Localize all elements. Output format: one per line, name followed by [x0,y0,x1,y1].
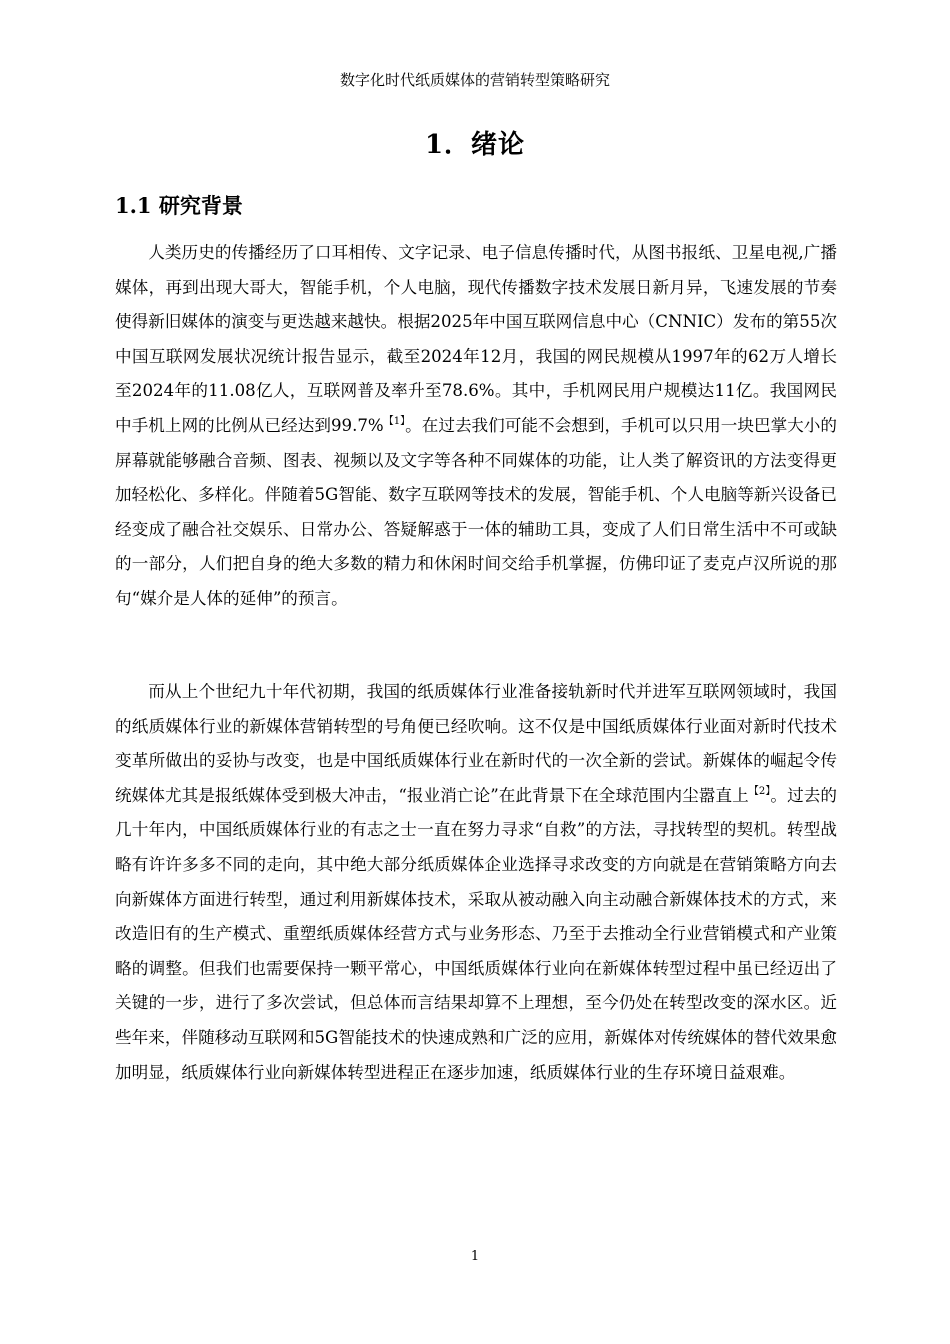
paragraph-1-text-after: 。在过去我们可能不会想到，手机可以只用一块巴掌大小的屏幕就能够融合音频、图表、视频以及文字等各种不同媒体的功能，让人类了解资讯的方法变得更加轻松化、多样化。伴随着5G智能、数字互联网等技术的发展，智能手机、个人电脑等新兴设备已经变成了融合社交娱乐、日常办公、答疑解惑于一体的辅助工具，变成了人们日常生活中不可或缺的一部分，人们把自身的绝大多数的精力和休闲时间交给手机掌握，仿佛印证了麦克卢汉所说的那句“媒介是人体的延伸”的预言。 [115,415,837,608]
section-title: 1.1 研究背景 [115,193,243,218]
citation-marker-2[interactable]: 【2】 [748,785,771,797]
paragraph-2-text-before: 而从上个世纪九十年代初期，我国的纸质媒体行业准备接轨新时代并进军互联网领域时，我国的纸质媒体行业的新媒体营销转型的号角便已经吹响。这不仅是中国纸质媒体行业面对新时代技术变革所做出的妥协与改变，也是中国纸质媒体行业在新时代的一次全新的尝试。新媒体的崛起令传统媒体尤其是报纸媒体受到极大冲击，“报业消亡论”在此背景下在全球范围内尘嚣直上 [115,682,837,805]
paragraph-2-text-after: 。过去的几十年内，中国纸质媒体行业的有志之士一直在努力寻求“自救”的方法，寻找转型的契机。转型战略有许许多多不同的走向，其中绝大部分纸质媒体企业选择寻求改变的方向就是在营销策略方向去向新媒体方面进行转型，通过利用新媒体技术，采取从被动融入向主动融合新媒体技术的方式，来改造旧有的生产模式、重塑纸质媒体经营方式与业务形态、乃至于去推动全行业营销模式和产业策略的调整。但我们也需要保持一颗平常心，中国纸质媒体行业向在新媒体转型过程中虽已经迈出了关键的一步，进行了多次尝试，但总体而言结果却算不上理想，至今仍处在转型改变的深水区。近些年来，伴随移动互联网和5G智能技术的快速成熟和广泛的应用，新媒体对传统媒体的替代效果愈加明显，纸质媒体行业向新媒体转型进程正在逐步加速，纸质媒体行业的生存环境日益艰难。 [115,785,838,1082]
paragraph-2 [115,675,837,1090]
paragraph-1-text-before: 人类历史的传播经历了口耳相传、文字记录、电子信息传播时代，从图书报纸、卫星电视,广播媒体，再到出现大哥大，智能手机，个人电脑，现代传播数字技术发展日新月异，飞速发展的节奏使得新旧媒体的演变与更迭越来越快。根据2025年中国互联网信息中心（CNNIC）发布的第55次中国互联网发展状况统计报告显示，截至2024年12月，我国的网民规模从1997年的62万人增长至2024年的11.08亿人，互联网普及率升至78.6%。其中，手机网民用户规模达11亿。我国网民中手机上网的比例从已经达到99.7% [115,243,837,435]
citation-marker-1[interactable]: 【1】 [383,415,406,427]
running-header: 数字化时代纸质媒体的营销转型策略研究 [339,71,610,89]
paragraph-1 [115,236,837,617]
page-number: 1 [470,1249,480,1264]
chapter-title: 1．绪论 [424,130,526,160]
